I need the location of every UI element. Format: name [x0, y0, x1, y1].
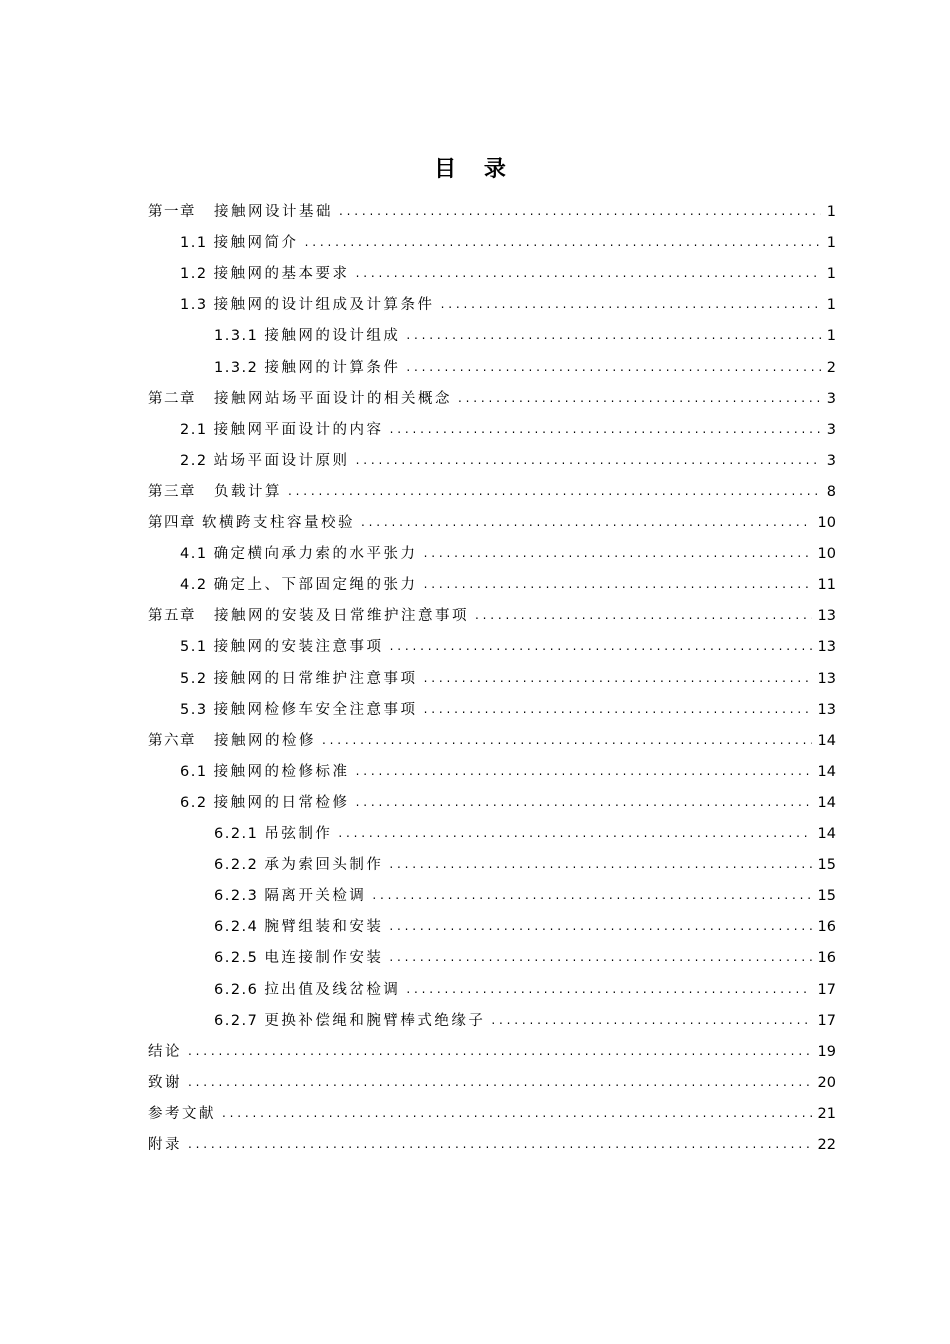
toc-entry-number: 6.2.1 — [214, 826, 259, 842]
dot-leader — [424, 574, 812, 594]
dot-leader — [338, 823, 811, 843]
toc-entry[interactable] — [180, 694, 836, 720]
toc-entry-number: 2.2 — [180, 452, 208, 469]
toc-entry-page: 11 — [817, 577, 836, 594]
toc-entry-title: 结论 — [148, 1043, 182, 1060]
toc-entry[interactable] — [180, 631, 836, 657]
toc-entry[interactable] — [214, 849, 836, 875]
toc-entry-title: 接触网检修车安全注意事项 — [213, 701, 418, 718]
toc-entry-number: 2.1 — [180, 421, 208, 438]
toc-entry[interactable] — [148, 507, 836, 533]
toc-entry-title: 接触网的安装及日常维护注意事项 — [214, 608, 469, 625]
dot-leader — [356, 792, 812, 812]
toc-entry[interactable] — [180, 414, 836, 440]
toc-entry-title: 接触网平面设计的内容 — [213, 421, 384, 438]
toc-entry-title: 附录 — [148, 1137, 182, 1153]
toc-entry-title: 确定上、下部固定绳的张力 — [213, 577, 418, 594]
toc-entry-title: 拉出值及线岔检调 — [264, 981, 401, 998]
toc-entry[interactable] — [180, 756, 836, 782]
toc-entry-page: 2 — [826, 359, 836, 376]
toc-entry[interactable] — [214, 818, 836, 844]
toc-entry-page: 16 — [817, 950, 836, 967]
toc-entry[interactable] — [180, 258, 836, 284]
toc-entry-page: 1 — [826, 328, 836, 345]
toc-entry-page: 13 — [817, 608, 836, 625]
toc-entry-number: 1.3 — [180, 297, 208, 314]
toc-entry[interactable] — [214, 320, 836, 346]
toc-entry[interactable] — [148, 1098, 836, 1124]
toc-entry-page: 20 — [817, 1074, 836, 1091]
toc-entry-page: 10 — [817, 515, 836, 531]
dot-leader — [475, 605, 812, 625]
toc-entry-page: 14 — [817, 794, 836, 811]
dot-leader — [406, 979, 811, 999]
toc-entry[interactable] — [214, 880, 836, 906]
toc-entry[interactable] — [148, 1067, 836, 1093]
toc-entry-number: 6.2.3 — [214, 888, 259, 905]
toc-entry-title: 接触网的设计组成 — [264, 328, 401, 345]
toc-entry-title: 致谢 — [148, 1074, 182, 1091]
toc-entry-page: 8 — [826, 483, 836, 500]
toc-entry-title: 软横跨支柱容量校验 — [202, 515, 355, 531]
toc-entry-number: 第四章 — [148, 515, 196, 531]
toc-entry-title: 承为索回头制作 — [264, 857, 384, 874]
toc-entry[interactable] — [180, 787, 836, 813]
toc-entry[interactable] — [180, 663, 836, 689]
dot-leader — [389, 916, 811, 936]
toc-entry-title: 接触网的计算条件 — [264, 359, 401, 376]
dot-leader — [424, 699, 812, 719]
toc-entry-title: 接触网的安装注意事项 — [213, 639, 384, 656]
dot-leader — [188, 1041, 812, 1061]
toc-entry-number: 6.2 — [180, 794, 208, 811]
toc-entry-title: 接触网的日常检修 — [213, 794, 350, 811]
toc-entry[interactable] — [214, 352, 836, 378]
toc-entry-title: 参考文献 — [148, 1105, 216, 1122]
toc-entry-page: 14 — [817, 826, 836, 842]
toc-entry-title: 腕臂组装和安装 — [264, 919, 384, 936]
toc-entry-number: 4.1 — [180, 546, 208, 563]
toc-entry[interactable] — [180, 569, 836, 595]
toc-entry-number: 5.1 — [180, 639, 208, 656]
toc-entry-page: 21 — [817, 1105, 836, 1122]
toc-entry-number: 6.1 — [180, 763, 208, 780]
toc-entry[interactable] — [148, 476, 836, 502]
toc-entry-title: 更换补偿绳和腕臂棒式绝缘子 — [264, 1012, 486, 1029]
dot-leader — [458, 388, 821, 408]
toc-entry-page: 1 — [826, 297, 836, 314]
dot-leader — [288, 481, 821, 501]
toc-entry[interactable] — [214, 1005, 836, 1031]
toc-entry-number: 6.2.4 — [214, 919, 259, 936]
dot-leader — [305, 232, 821, 252]
toc-entry-page: 1 — [826, 235, 836, 252]
toc-entry-page: 19 — [817, 1043, 836, 1060]
toc-entry-title: 接触网的日常维护注意事项 — [213, 670, 418, 687]
toc-entry-title: 接触网的检修 — [214, 732, 316, 749]
dot-leader — [356, 450, 821, 470]
toc-entry-title: 电连接制作安装 — [264, 950, 384, 967]
toc-entry-page: 1 — [826, 266, 836, 283]
dot-leader — [188, 1134, 812, 1154]
dot-leader — [222, 1103, 812, 1123]
toc-entry-title: 接触网的检修标准 — [213, 763, 350, 780]
toc-entry-number: 第六章 — [148, 732, 196, 749]
toc-entry-page: 15 — [817, 857, 836, 874]
toc-entry-page: 10 — [817, 546, 836, 563]
toc-entry-page: 13 — [817, 701, 836, 718]
dot-leader — [356, 761, 812, 781]
toc-entry-title: 接触网设计基础 — [214, 204, 333, 220]
toc-entry-page: 3 — [826, 452, 836, 469]
toc-entry-page: 22 — [817, 1137, 836, 1153]
toc-entry-title: 负载计算 — [214, 483, 282, 500]
toc-entry-title: 站场平面设计原则 — [213, 452, 350, 469]
toc-entry[interactable] — [148, 1129, 836, 1155]
dot-leader — [390, 419, 821, 439]
dot-leader — [441, 294, 821, 314]
toc-entry-number: 6.2.5 — [214, 950, 259, 967]
toc-entry-page: 17 — [817, 1012, 836, 1029]
dot-leader — [356, 263, 821, 283]
toc-entry-page: 1 — [826, 204, 836, 220]
dot-leader — [406, 325, 820, 345]
toc-entry-title: 隔离开关检调 — [264, 888, 367, 905]
toc-entry-page: 13 — [817, 639, 836, 656]
toc-entry-number: 5.2 — [180, 670, 208, 687]
toc-entry-number: 6.2.2 — [214, 857, 259, 874]
toc-entry-number: 第二章 — [148, 390, 196, 407]
toc-entry-number: 4.2 — [180, 577, 208, 594]
toc-entry-number: 1.2 — [180, 266, 208, 283]
dot-leader — [406, 357, 820, 377]
dot-leader — [339, 201, 821, 221]
dot-leader — [424, 543, 812, 563]
toc-entry[interactable] — [214, 974, 836, 1000]
dot-leader — [491, 1010, 811, 1030]
dot-leader — [361, 512, 812, 532]
toc-entry-page: 15 — [817, 888, 836, 905]
dot-leader — [322, 730, 812, 750]
toc-entry-title: 接触网简介 — [213, 235, 299, 252]
toc-entry[interactable] — [214, 942, 836, 968]
toc-entry[interactable] — [148, 196, 836, 222]
page-title: 目 录 — [434, 157, 516, 182]
dot-leader — [389, 854, 811, 874]
toc-entry-title: 接触网站场平面设计的相关概念 — [214, 390, 452, 407]
toc-entry-title: 吊弦制作 — [264, 826, 333, 842]
toc-entry-title: 接触网的设计组成及计算条件 — [213, 297, 435, 314]
toc-entry-page: 13 — [817, 670, 836, 687]
dot-leader — [424, 668, 812, 688]
toc-entry-number: 第五章 — [148, 608, 196, 625]
toc-entry[interactable] — [180, 445, 836, 471]
toc-entry[interactable] — [180, 289, 836, 315]
toc-entry-title: 确定横向承力索的水平张力 — [213, 546, 418, 563]
toc-entry[interactable] — [148, 725, 836, 751]
toc-entry[interactable] — [214, 911, 836, 937]
toc-entry[interactable] — [148, 600, 836, 626]
toc-entry-page: 14 — [817, 763, 836, 780]
toc-entry-number: 6.2.6 — [214, 981, 259, 998]
toc-entry[interactable] — [148, 1036, 836, 1062]
toc-entry-title: 接触网的基本要求 — [213, 266, 350, 283]
toc-entry-number: 1.1 — [180, 235, 208, 252]
dot-leader — [390, 636, 812, 656]
toc-entry-page: 16 — [817, 919, 836, 936]
toc-entry[interactable] — [180, 227, 836, 253]
dot-leader — [372, 885, 811, 905]
toc-entry-number: 1.3.1 — [214, 328, 259, 345]
toc-entry-number: 5.3 — [180, 701, 208, 718]
toc-entry-page: 3 — [826, 390, 836, 407]
toc-entry-number: 1.3.2 — [214, 359, 259, 376]
dot-leader — [389, 947, 811, 967]
toc-entry[interactable] — [180, 538, 836, 564]
toc-entry-number: 6.2.7 — [214, 1012, 259, 1029]
toc-entry[interactable] — [148, 383, 836, 409]
dot-leader — [188, 1072, 812, 1092]
toc-entry-number: 第三章 — [148, 483, 196, 500]
toc-entry-page: 3 — [826, 421, 836, 438]
toc-entry-page: 14 — [817, 732, 836, 749]
toc-entry-number: 第一章 — [148, 204, 196, 220]
toc-entry-page: 17 — [817, 981, 836, 998]
